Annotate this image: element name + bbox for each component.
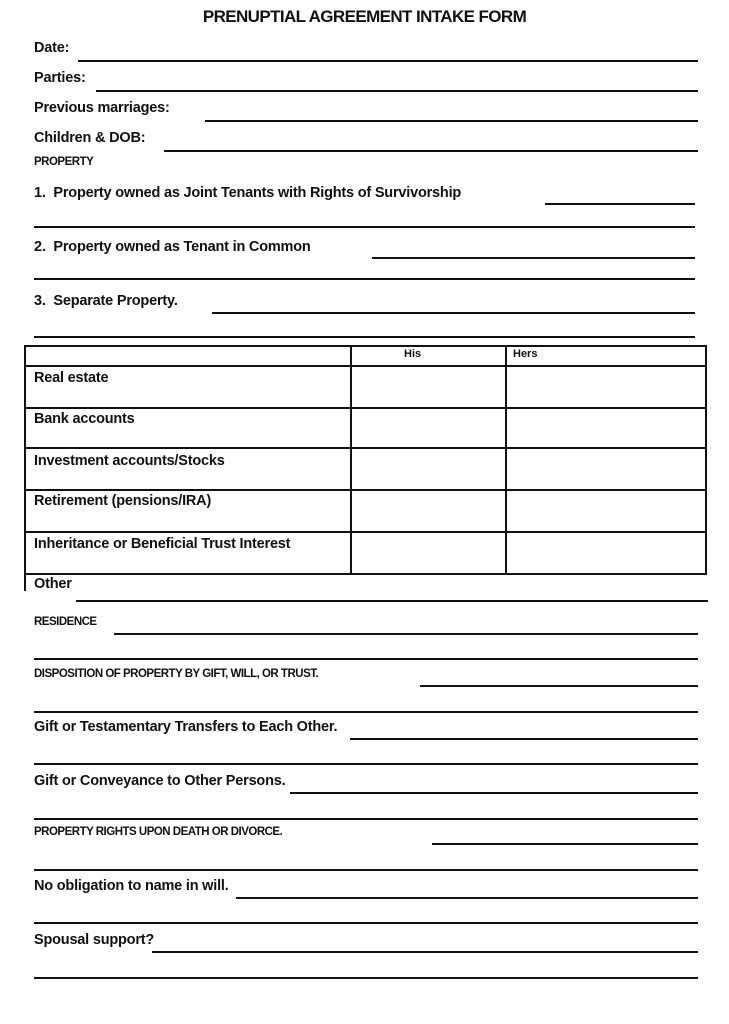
property-item-number: 3. (34, 293, 46, 309)
gift-each-other-field[interactable] (350, 738, 698, 740)
residence-field[interactable] (114, 633, 698, 635)
table-row-divider (24, 407, 707, 409)
other-label: Other (34, 576, 72, 592)
property-item-1 (34, 185, 461, 201)
table-row-label: Retirement (pensions/IRA) (34, 493, 212, 509)
property-item-number: 2. (34, 239, 46, 255)
gift-others-extra-line[interactable] (34, 818, 698, 820)
table-row-label: Bank accounts (34, 411, 135, 427)
no-obligation-extra-line[interactable] (34, 922, 698, 924)
children-dob-label: Children & DOB: (34, 130, 146, 146)
table-border-bottom (24, 573, 707, 575)
spousal-support-label: Spousal support? (34, 932, 155, 948)
residence-heading: RESIDENCE (34, 616, 97, 628)
table-row-divider (24, 489, 707, 491)
children-dob-field[interactable] (164, 150, 698, 152)
rights-death-divorce-extra-line[interactable] (34, 869, 698, 871)
table-border-top (24, 345, 707, 347)
property-item-2-extra-line[interactable] (34, 278, 695, 280)
other-row-border (24, 575, 26, 591)
property-item-3 (34, 293, 178, 309)
table-row-label: Investment accounts/Stocks (34, 453, 225, 469)
spousal-support-field[interactable] (152, 951, 698, 953)
disposition-extra-line[interactable] (34, 711, 698, 713)
gift-others-label: Gift or Conveyance to Other Persons. (34, 773, 286, 789)
other-field[interactable] (76, 600, 708, 602)
residence-extra-line[interactable] (34, 658, 698, 660)
previous-marriages-label: Previous marriages: (34, 100, 170, 116)
table-divider-his (350, 345, 352, 575)
table-header-hers: Hers (513, 348, 538, 360)
property-item-label: Property owned as Joint Tenants with Rights of Survivorship (53, 185, 462, 201)
table-divider-hers (505, 345, 507, 575)
date-field[interactable] (78, 60, 698, 62)
property-item-1-field[interactable] (545, 203, 695, 205)
table-header-his: His (404, 348, 422, 360)
rights-death-divorce-heading: PROPERTY RIGHTS UPON DEATH OR DIVORCE. (34, 826, 283, 838)
table-row-label: Inheritance or Beneficial Trust Interest (34, 536, 291, 552)
property-item-1-extra-line[interactable] (34, 226, 695, 228)
table-row-divider (24, 531, 707, 533)
table-border-left (24, 345, 26, 575)
gift-each-other-label: Gift or Testamentary Transfers to Each Other. (34, 719, 338, 735)
disposition-heading: DISPOSITION OF PROPERTY BY GIFT, WILL, OR TRUST. (34, 668, 319, 680)
table-border-right (705, 345, 707, 575)
form-title: PRENUPTIAL AGREEMENT INTAKE FORM (202, 7, 527, 26)
previous-marriages-field[interactable] (205, 120, 698, 122)
assets-table (24, 345, 707, 575)
property-item-3-field[interactable] (212, 312, 695, 314)
property-item-3-extra-line[interactable] (34, 336, 695, 338)
property-item-label: Separate Property. (53, 293, 178, 309)
table-row-divider (24, 447, 707, 449)
no-obligation-field[interactable] (236, 897, 698, 899)
property-item-label: Property owned as Tenant in Common (53, 239, 311, 255)
parties-label: Parties: (34, 70, 86, 86)
property-item-number: 1. (34, 185, 46, 201)
property-heading: PROPERTY (34, 156, 94, 168)
gift-others-field[interactable] (290, 792, 698, 794)
table-header-divider (24, 365, 707, 367)
property-item-2-field[interactable] (372, 257, 695, 259)
parties-field[interactable] (96, 90, 698, 92)
rights-death-divorce-field[interactable] (432, 843, 698, 845)
spousal-support-extra-line[interactable] (34, 977, 698, 979)
disposition-field[interactable] (420, 685, 698, 687)
gift-each-other-extra-line[interactable] (34, 763, 698, 765)
table-row-label: Real estate (34, 370, 109, 386)
no-obligation-label: No obligation to name in will. (34, 878, 229, 894)
property-item-2 (34, 239, 311, 255)
date-label: Date: (34, 40, 70, 56)
